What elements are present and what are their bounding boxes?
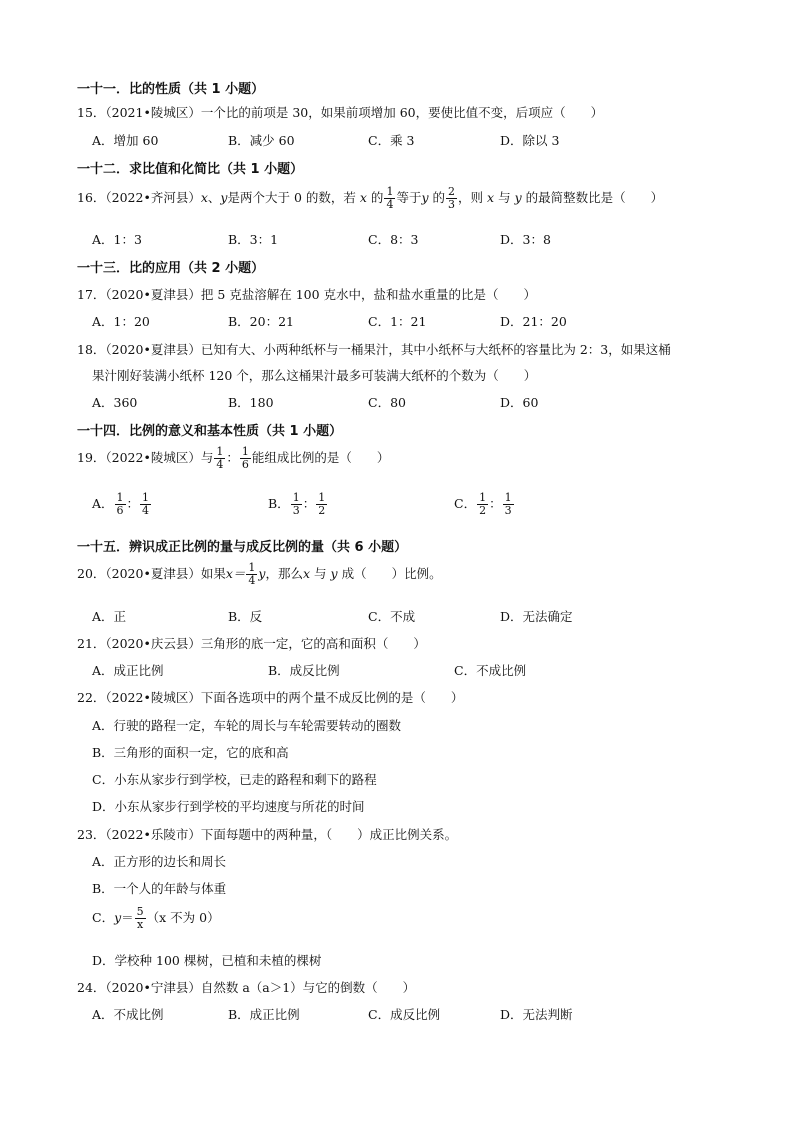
var-y: y — [514, 190, 522, 205]
question-20-text: 成（ ）比例。 — [341, 566, 442, 581]
option-b — [268, 492, 328, 517]
option-b: B．成正比例 — [228, 1007, 300, 1022]
question-18-stem-cont: 果汁刚好装满小纸杯 120 个，那么这桶果汁最多可装满大纸杯的个数为（ ） — [92, 368, 537, 383]
denominator: 6 — [241, 458, 249, 471]
option-a — [92, 492, 152, 517]
question-23-option-d: D．学校种 100 棵树，已植和未植的棵树 — [92, 953, 322, 968]
question-16-text: 是两个大于 0 的数，若 — [227, 190, 356, 205]
question-20-text: ，那么 — [265, 566, 303, 581]
var-y: y — [114, 910, 122, 925]
option-c: C．成反比例 — [368, 1007, 441, 1022]
question-23-option-c — [92, 906, 220, 931]
question-16-stem — [77, 186, 663, 211]
var-y: y — [330, 566, 338, 581]
numerator: 1 — [292, 491, 300, 504]
option-c: C．不成比例 — [454, 663, 527, 678]
question-20-options — [92, 607, 732, 625]
question-17-stem: 17．（2020•夏津县）把 5 克盐溶解在 100 克水中，盐和盐水重量的比是（ ） — [77, 287, 537, 302]
option-label: C． — [454, 496, 477, 511]
fraction-five-over-x — [135, 906, 146, 931]
option-b: B．反 — [228, 609, 263, 624]
question-19-stem — [77, 446, 389, 471]
numerator: 1 — [386, 185, 394, 198]
var-x: x — [200, 190, 208, 205]
fraction-one-quarter — [384, 186, 395, 211]
option-a: A．1：20 — [92, 314, 150, 329]
fraction-one-quarter — [246, 562, 257, 587]
question-16-text: 等于 — [396, 190, 422, 205]
equation: x＝ — [225, 566, 246, 581]
question-16-text: ，则 — [458, 190, 484, 205]
option-a: A．增加 60 — [92, 133, 159, 148]
question-16-text: 的 — [370, 190, 384, 205]
section-heading: 一十五．辨识成正比例的量与成反比例的量（共 6 小题） — [77, 540, 408, 555]
denominator: 4 — [216, 458, 224, 471]
option-c: C．8：3 — [368, 232, 419, 247]
numerator: 5 — [136, 905, 144, 918]
question-16-text: 的 — [432, 190, 446, 205]
question-16-text: 与 — [498, 190, 511, 205]
fraction-one-third — [291, 492, 302, 517]
option-a: A．不成比例 — [92, 1007, 164, 1022]
denominator: 4 — [248, 574, 256, 587]
fraction-one-sixth — [115, 492, 126, 517]
fraction-two-thirds — [446, 186, 457, 211]
denominator: 3 — [504, 504, 512, 517]
section-heading: 一十四．比例的意义和基本性质（共 1 小题） — [77, 424, 343, 439]
numerator: 1 — [479, 491, 487, 504]
denominator: x — [137, 918, 144, 931]
question-18-stem: 18．（2020•夏津县）已知有大、小两种纸杯与一桶果汁，其中小纸杯与大纸杯的容量比为 2：3，如果这桶 — [77, 342, 671, 357]
question-20-stem — [77, 562, 442, 587]
question-24-options — [92, 1005, 732, 1023]
var-x: x — [359, 190, 367, 205]
fraction-one-sixth — [240, 446, 251, 471]
option-d: D．60 — [500, 395, 539, 410]
ratio-colon: ： — [489, 496, 502, 511]
denominator: 2 — [479, 504, 487, 517]
question-21-options — [92, 661, 732, 679]
question-15-options — [92, 131, 732, 149]
option-c: C．乘 3 — [368, 133, 415, 148]
fraction-one-quarter — [214, 446, 225, 471]
option-a: A．360 — [92, 395, 138, 410]
question-22-option-d: D．小东从家步行到学校的平均速度与所花的时间 — [92, 799, 365, 814]
option-c: C．不成 — [368, 609, 416, 624]
fraction-one-half — [316, 492, 327, 517]
question-15-stem: 15．（2021•陵城区）一个比的前项是 30，如果前项增加 60，要使比值不变，后项应（ ） — [77, 105, 604, 120]
ratio-colon: ： — [226, 450, 239, 465]
question-22-stem: 22．（2022•陵城区）下面各选项中的两个量不成反比例的是（ ） — [77, 690, 464, 705]
section-heading: 一十三．比的应用（共 2 小题） — [77, 261, 265, 276]
var-x: x — [302, 566, 311, 581]
denominator: 3 — [292, 504, 300, 517]
option-d: D．3：8 — [500, 232, 551, 247]
option-b: B．成反比例 — [268, 663, 340, 678]
equals-sign: ＝ — [121, 910, 134, 925]
option-d: D．无法判断 — [500, 1007, 573, 1022]
denominator: 6 — [116, 504, 124, 517]
option-c — [454, 492, 515, 517]
fraction-one-quarter — [140, 492, 151, 517]
option-label: B． — [268, 496, 290, 511]
option-c: C．1：21 — [368, 314, 427, 329]
numerator: 1 — [504, 491, 512, 504]
option-d: D．除以 3 — [500, 133, 560, 148]
option-label: C． — [92, 910, 115, 925]
question-20-prefix: 20．（2020•夏津县）如果 — [77, 566, 226, 581]
var-y: y — [421, 190, 429, 205]
question-19-options — [92, 492, 732, 522]
question-22-option-c: C．小东从家步行到学校，已走的路程和剩下的路程 — [92, 772, 377, 787]
option-b: B．3：1 — [228, 232, 279, 247]
question-24-stem: 24．（2020•宁津县）自然数 a（a＞1）与它的倒数（ ） — [77, 980, 416, 995]
question-16-options — [92, 230, 732, 248]
question-23-option-a: A．正方形的边长和周长 — [92, 854, 227, 869]
option-a: A．1：3 — [92, 232, 142, 247]
option-text: （x 不为 0） — [146, 910, 220, 925]
question-19-prefix: 19．（2022•陵城区）与 — [77, 450, 214, 465]
question-22-option-b: B．三角形的面积一定，它的底和高 — [92, 745, 289, 760]
option-c: C．80 — [368, 395, 406, 410]
question-22-option-a: A．行驶的路程一定，车轮的周长与车轮需要转动的圈数 — [92, 718, 402, 733]
denominator: 3 — [448, 198, 456, 211]
question-23-option-b: B．一个人的年龄与体重 — [92, 881, 227, 896]
numerator: 1 — [241, 445, 249, 458]
question-16-prefix: 16．（2022•齐河县） — [77, 190, 201, 205]
numerator: 2 — [448, 185, 456, 198]
option-b: B．180 — [228, 395, 274, 410]
section-heading: 一十二．求比值和化简比（共 1 小题） — [77, 162, 304, 177]
option-d: D．21：20 — [500, 314, 567, 329]
option-b: B．减少 60 — [228, 133, 295, 148]
var-x: x — [487, 190, 495, 205]
numerator: 1 — [248, 561, 256, 574]
option-a: A．正 — [92, 609, 127, 624]
question-20-text: 与 — [314, 566, 327, 581]
var-y: y — [258, 566, 266, 581]
question-23-stem: 23．（2022•乐陵市）下面每题中的两种量，（ ）成正比例关系。 — [77, 827, 458, 842]
option-b: B．20：21 — [228, 314, 294, 329]
numerator: 1 — [216, 445, 224, 458]
question-17-options — [92, 312, 732, 330]
question-16-text: 的最简整数比是（ ） — [525, 190, 664, 205]
var-y: y — [220, 190, 228, 205]
numerator: 1 — [116, 491, 124, 504]
option-label: A． — [92, 496, 114, 511]
fraction-one-third — [503, 492, 514, 517]
section-heading: 一十一．比的性质（共 1 小题） — [77, 82, 265, 97]
separator: 、 — [207, 190, 221, 205]
option-d: D．无法确定 — [500, 609, 573, 624]
denominator: 4 — [142, 504, 150, 517]
ratio-colon: ： — [302, 496, 316, 511]
denominator: 2 — [318, 504, 326, 517]
option-a: A．成正比例 — [92, 663, 164, 678]
ratio-colon: ： — [126, 496, 140, 511]
question-19-text: 能组成比例的是（ ） — [251, 450, 390, 465]
question-18-options — [92, 393, 732, 411]
fraction-one-half — [477, 492, 488, 517]
question-21-stem: 21．（2020•庆云县）三角形的底一定，它的高和面积（ ） — [77, 636, 426, 651]
numerator: 1 — [318, 491, 326, 504]
denominator: 4 — [386, 198, 394, 211]
numerator: 1 — [142, 491, 150, 504]
